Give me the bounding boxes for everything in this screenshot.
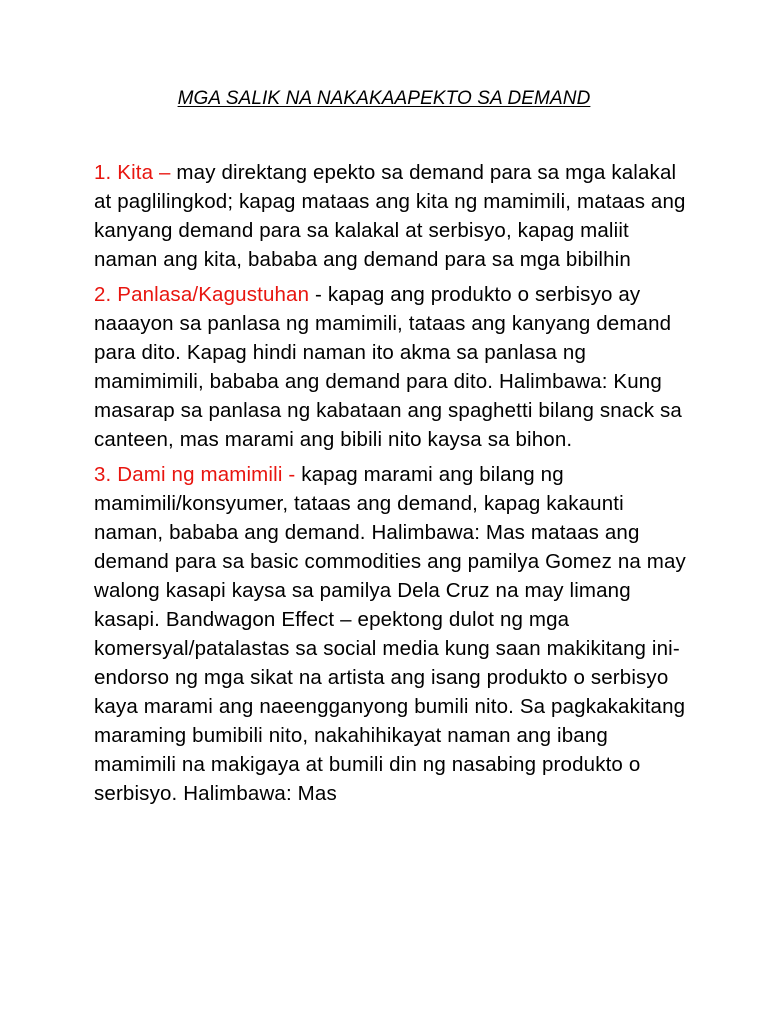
paragraph-kita [94,158,694,274]
document-body [94,158,694,808]
paragraph-panlasa [94,280,694,454]
paragraph-lead: 3. Dami ng mamimili - [94,463,296,486]
paragraph-text: - kapag ang produkto o serbisyo ay naaayon sa panlasa ng mamimili, tataas ang kanyang demand para dito. Kapag hindi naman ito akma sa panlasa ng mamimimili, bababa ang demand para dito. Halimbawa: Kung masarap sa panlasa ng kabataan ang spaghetti bilang snack sa canteen, mas marami ang bibili nito kaysa sa bihon. [94,283,682,451]
paragraph-lead: 1. Kita – [94,161,171,184]
paragraph-lead: 2. Panlasa/Kagustuhan [94,283,310,306]
paragraph-text: may direktang epekto sa demand para sa mga kalakal at paglilingkod; kapag mataas ang kita ng mamimili, mataas ang kanyang demand para sa kalakal at serbisyo, kapag maliit naman ang kita, bababa ang demand para sa mga bibilhin [94,161,686,271]
paragraph-text: kapag marami ang bilang ng mamimili/konsyumer, tataas ang demand, kapag kakaunti naman, bababa ang demand. Halimbawa: Mas mataas ang demand para sa basic commodities ang pamilya Gomez na may walong kasapi kaysa sa pamilya Dela Cruz na may limang kasapi. Bandwagon Effect – epektong dulot ng mga komersyal/patalastas sa social media kung saan makikitang ini-endorso ng mga sikat na artista ang isang produkto o serbisyo kaya marami ang naeengganyong bumili nito. Sa pagkakakitang maraming bumibili nito, nakahihikayat naman ang ibang mamimili na makigaya at bumili din ng nasabing produkto o serbisyo. Halimbawa: Mas [94,463,686,805]
paragraph-dami-ng-mamimili [94,460,694,808]
page-title: MGA SALIK NA NAKAKAAPEKTO SA DEMAND [177,88,591,109]
